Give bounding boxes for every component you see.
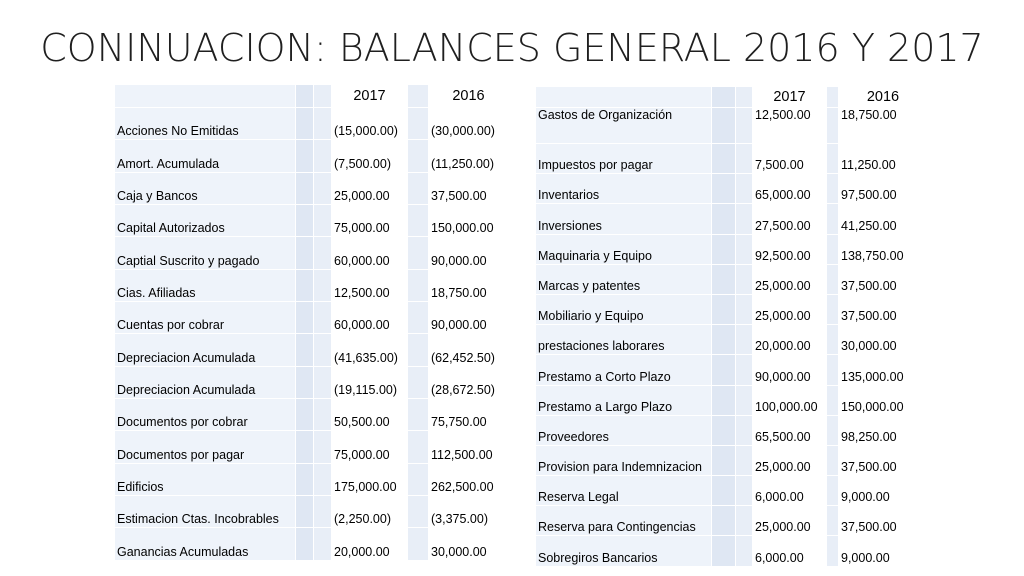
header-year-2017: 2017 — [753, 87, 827, 108]
value-2017: 50,500.00 — [332, 399, 408, 431]
table-row — [536, 264, 928, 294]
account-name: Ganancias Acumuladas — [115, 528, 296, 560]
value-2016: 37,500.00 — [839, 445, 928, 475]
value-2017: (41,635.00) — [332, 334, 408, 366]
value-2016: 37,500.00 — [839, 264, 928, 294]
value-2017: 90,000.00 — [753, 355, 827, 385]
table-row — [115, 431, 509, 463]
value-2017: (15,000.00) — [332, 108, 408, 140]
value-2016: 9,000.00 — [839, 536, 928, 566]
value-2016: 150,000.00 — [839, 385, 928, 415]
table-row — [115, 334, 509, 366]
value-2017: 100,000.00 — [753, 385, 827, 415]
value-2016: 18,750.00 — [429, 269, 509, 301]
value-2017: 25,000.00 — [753, 445, 827, 475]
value-2016: (11,250.00) — [429, 140, 509, 172]
table-header-row — [536, 87, 928, 108]
account-name: Caja y Bancos — [115, 172, 296, 204]
table-row — [536, 204, 928, 234]
table-row — [115, 108, 509, 140]
table-row — [115, 205, 509, 237]
value-2016: 41,250.00 — [839, 204, 928, 234]
value-2017: 6,000.00 — [753, 536, 827, 566]
table-row — [115, 399, 509, 431]
table-header-row — [115, 85, 509, 108]
table-row — [115, 366, 509, 398]
value-2017: 75,000.00 — [332, 431, 408, 463]
value-2016: (62,452.50) — [429, 334, 509, 366]
account-name: Reserva para Contingencias — [536, 506, 712, 536]
table-row — [536, 174, 928, 204]
account-name: Inversiones — [536, 204, 712, 234]
value-2017: (19,115.00) — [332, 366, 408, 398]
table-row — [536, 445, 928, 475]
table-row — [536, 144, 928, 174]
value-2017: 25,000.00 — [332, 172, 408, 204]
table-row — [115, 269, 509, 301]
account-name: Depreciacion Acumulada — [115, 366, 296, 398]
header-year-2017: 2017 — [332, 85, 408, 108]
value-2016: 37,500.00 — [839, 506, 928, 536]
value-2017: 65,500.00 — [753, 415, 827, 445]
value-2016: 97,500.00 — [839, 174, 928, 204]
account-name: Impuestos por pagar — [536, 144, 712, 174]
value-2016: 98,250.00 — [839, 415, 928, 445]
value-2016: 9,000.00 — [839, 476, 928, 506]
table-row — [536, 476, 928, 506]
value-2017: 6,000.00 — [753, 476, 827, 506]
account-name: Edificios — [115, 463, 296, 495]
table-row — [536, 234, 928, 264]
value-2017: (7,500.00) — [332, 140, 408, 172]
value-2017: 7,500.00 — [753, 144, 827, 174]
account-name: Captial Suscrito y pagado — [115, 237, 296, 269]
account-name: Documentos por pagar — [115, 431, 296, 463]
account-name: Provision para Indemnizacion — [536, 445, 712, 475]
account-name: Reserva Legal — [536, 476, 712, 506]
value-2017: 175,000.00 — [332, 463, 408, 495]
value-2017: 20,000.00 — [332, 528, 408, 560]
table-row — [536, 536, 928, 566]
account-name: Estimacion Ctas. Incobrables — [115, 496, 296, 528]
value-2016: 90,000.00 — [429, 302, 509, 334]
value-2017: 60,000.00 — [332, 302, 408, 334]
table-row — [115, 528, 509, 560]
table-row — [115, 237, 509, 269]
value-2017: 92,500.00 — [753, 234, 827, 264]
account-name: Capital Autorizados — [115, 205, 296, 237]
account-name: Marcas y patentes — [536, 264, 712, 294]
value-2017: 60,000.00 — [332, 237, 408, 269]
table-row — [115, 463, 509, 495]
table-row — [536, 325, 928, 355]
table-row — [115, 496, 509, 528]
value-2016: 90,000.00 — [429, 237, 509, 269]
account-name: Mobiliario y Equipo — [536, 294, 712, 324]
value-2016: 30,000.00 — [839, 325, 928, 355]
value-2016: 112,500.00 — [429, 431, 509, 463]
value-2017: 12,500.00 — [332, 269, 408, 301]
value-2016: 11,250.00 — [839, 144, 928, 174]
value-2017: 25,000.00 — [753, 264, 827, 294]
account-name: Prestamo a Corto Plazo — [536, 355, 712, 385]
table-row — [536, 108, 928, 144]
account-name: Maquinaria y Equipo — [536, 234, 712, 264]
value-2016: (28,672.50) — [429, 366, 509, 398]
value-2016: 30,000.00 — [429, 528, 509, 560]
balance-table-left — [114, 84, 509, 561]
value-2016: 75,750.00 — [429, 399, 509, 431]
value-2017: 20,000.00 — [753, 325, 827, 355]
account-name: Cias. Afiliadas — [115, 269, 296, 301]
value-2017: 75,000.00 — [332, 205, 408, 237]
value-2016: (30,000.00) — [429, 108, 509, 140]
header-year-2016: 2016 — [839, 87, 928, 108]
account-name: prestaciones laborares — [536, 325, 712, 355]
value-2016: 135,000.00 — [839, 355, 928, 385]
account-name: Acciones No Emitidas — [115, 108, 296, 140]
table-row — [536, 506, 928, 536]
header-year-2016: 2016 — [429, 85, 509, 108]
value-2017: 65,000.00 — [753, 174, 827, 204]
slide-title: CONINUACION: BALANCES GENERAL 2016 Y 2017 — [40, 26, 984, 70]
table-row — [115, 172, 509, 204]
account-name: Gastos de Organización — [536, 108, 712, 144]
value-2016: 18,750.00 — [839, 108, 928, 144]
value-2017: 27,500.00 — [753, 204, 827, 234]
table-row — [536, 294, 928, 324]
balance-table-right — [535, 86, 928, 567]
account-name: Depreciacion Acumulada — [115, 334, 296, 366]
value-2016: (3,375.00) — [429, 496, 509, 528]
account-name: Prestamo a Largo Plazo — [536, 385, 712, 415]
value-2017: 25,000.00 — [753, 506, 827, 536]
value-2017: (2,250.00) — [332, 496, 408, 528]
account-name: Inventarios — [536, 174, 712, 204]
table-row — [536, 415, 928, 445]
header-blank — [115, 85, 296, 108]
table-row — [536, 355, 928, 385]
account-name: Proveedores — [536, 415, 712, 445]
account-name: Documentos por cobrar — [115, 399, 296, 431]
value-2017: 12,500.00 — [753, 108, 827, 144]
table-row — [536, 385, 928, 415]
table-row — [115, 140, 509, 172]
table-row — [115, 302, 509, 334]
value-2017: 25,000.00 — [753, 294, 827, 324]
account-name: Sobregiros Bancarios — [536, 536, 712, 566]
value-2016: 37,500.00 — [429, 172, 509, 204]
value-2016: 262,500.00 — [429, 463, 509, 495]
account-name: Amort. Acumulada — [115, 140, 296, 172]
value-2016: 37,500.00 — [839, 294, 928, 324]
header-blank — [536, 87, 712, 108]
value-2016: 138,750.00 — [839, 234, 928, 264]
account-name: Cuentas por cobrar — [115, 302, 296, 334]
value-2016: 150,000.00 — [429, 205, 509, 237]
